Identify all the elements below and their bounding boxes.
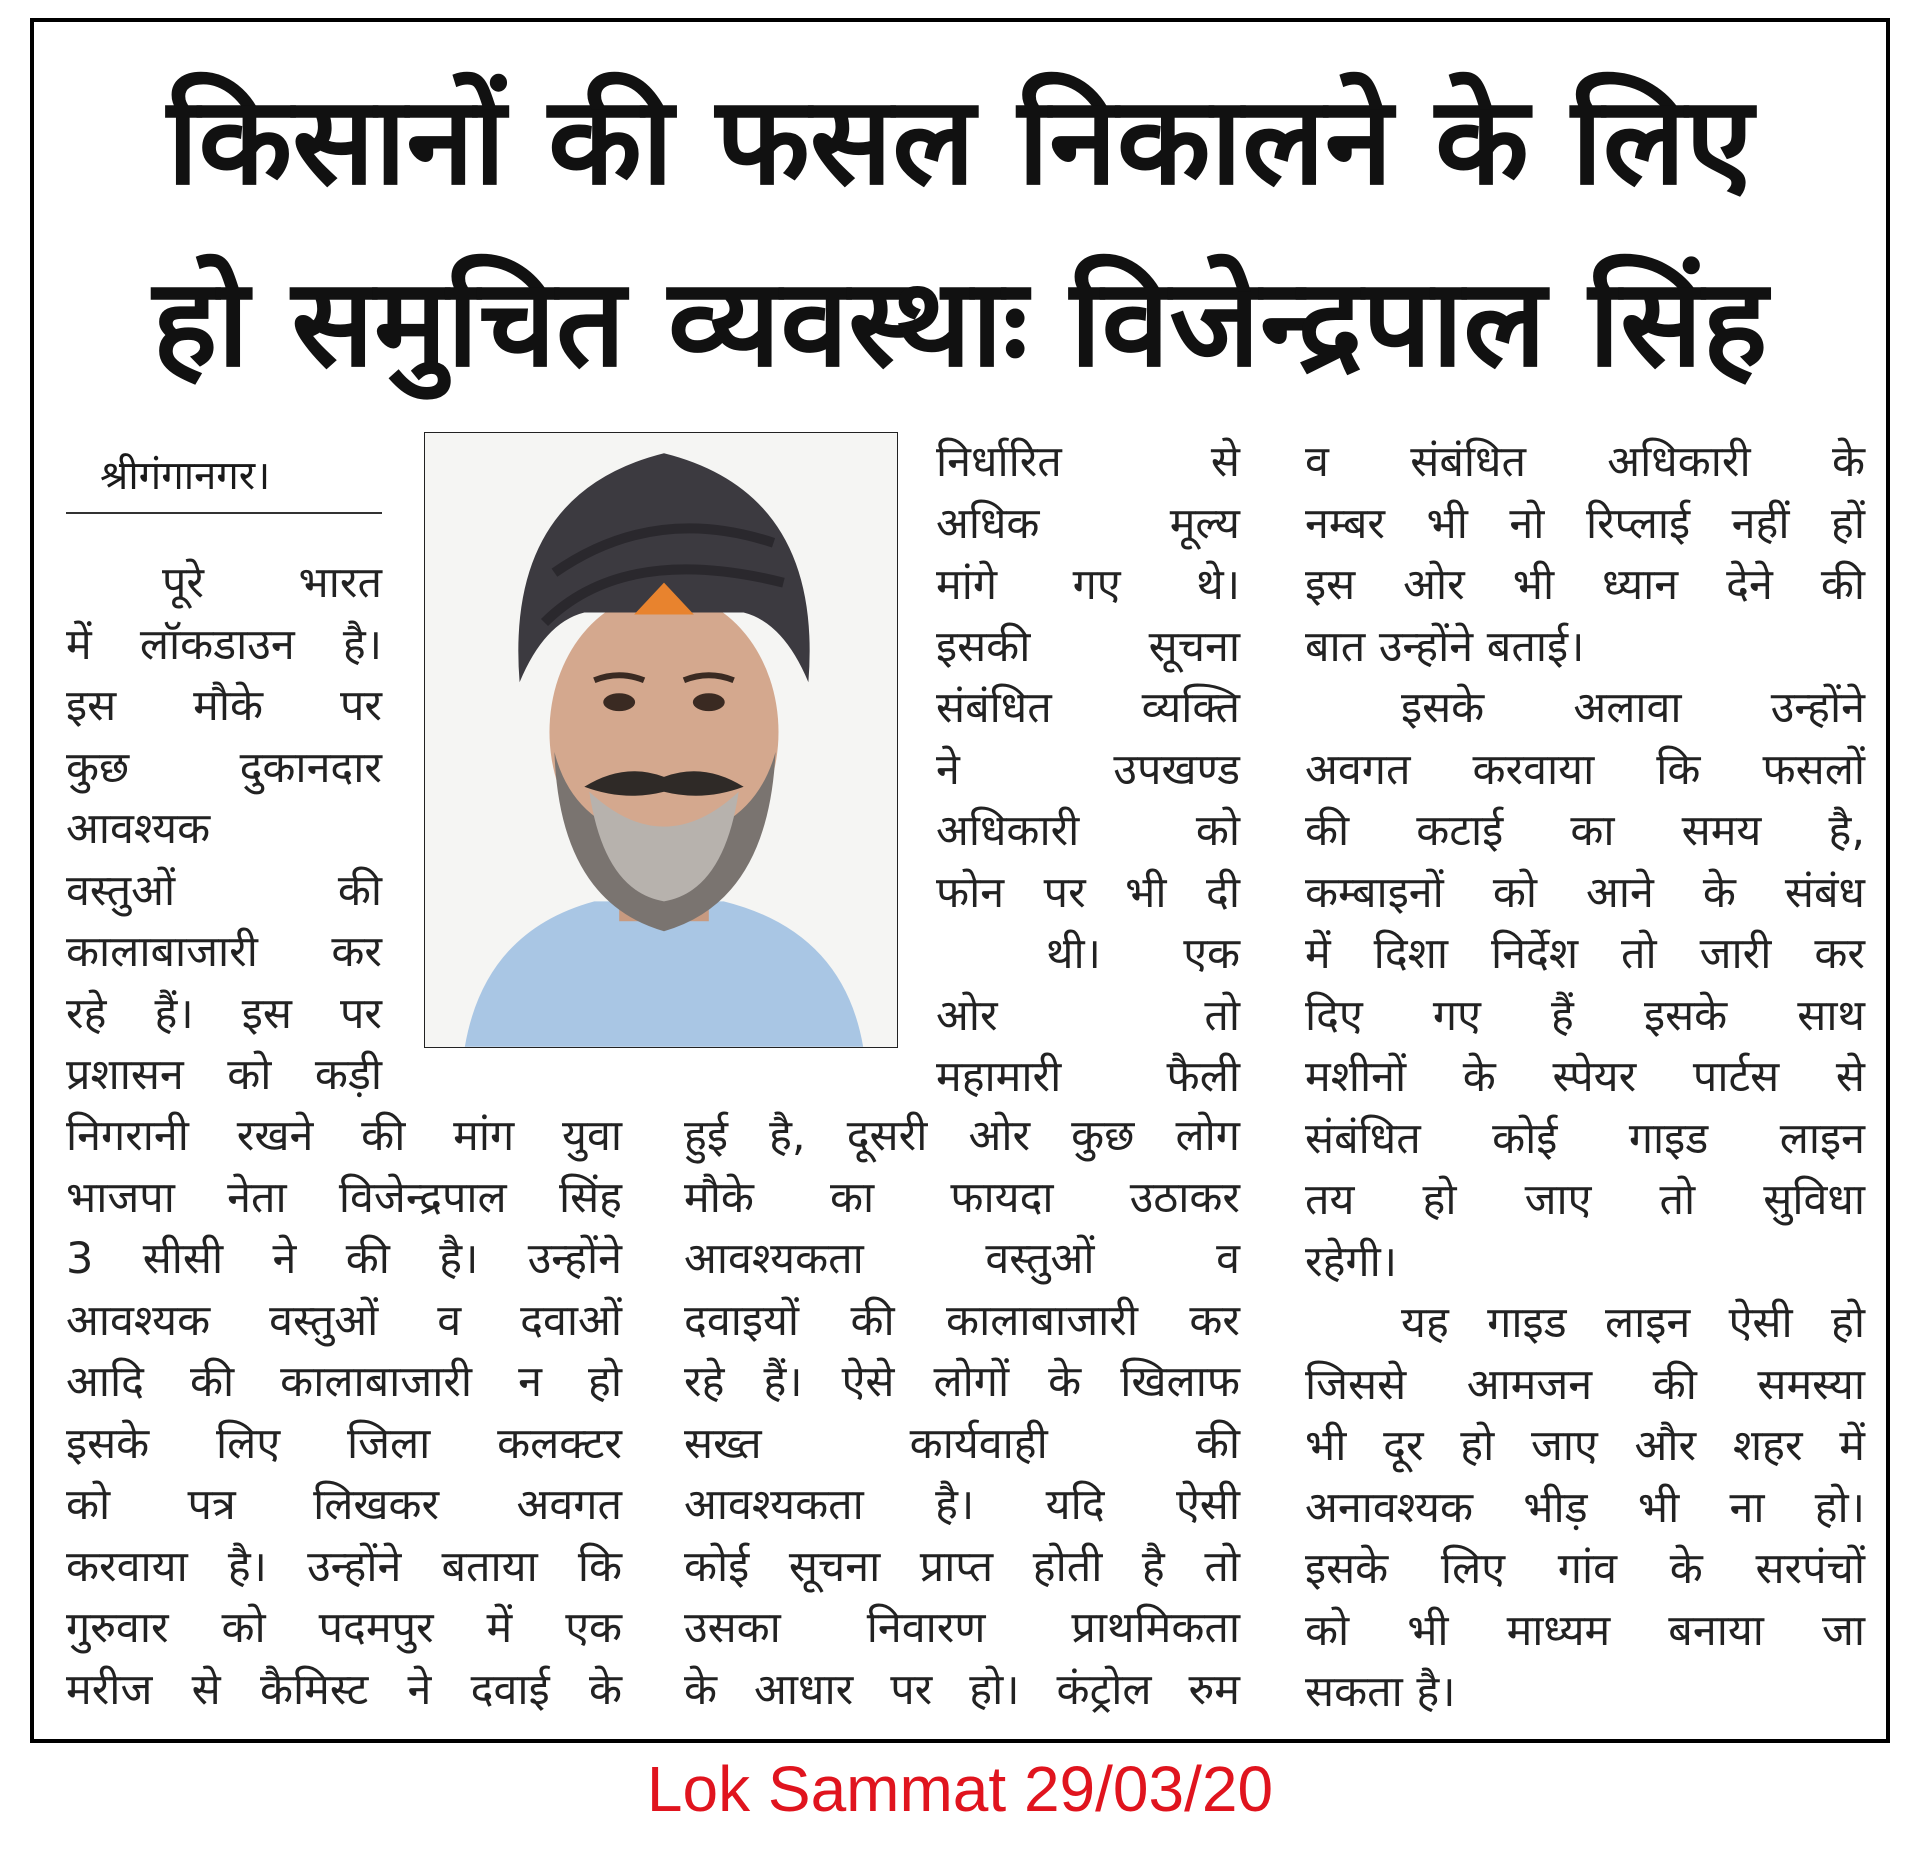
dateline-rule bbox=[66, 512, 382, 514]
text-line: इस ओर भी ध्यान देने की bbox=[1305, 560, 1865, 610]
dateline: श्रीगंगानगर। bbox=[100, 453, 271, 499]
text-line: में लॉकडाउन है। bbox=[66, 619, 382, 670]
text-line: निगरानी रखने की मांग युवा bbox=[66, 1111, 622, 1161]
text-line: थी। एक bbox=[1046, 929, 1240, 979]
text-line: ओर तो bbox=[936, 990, 1240, 1041]
text-line: इसकी सूचना bbox=[936, 621, 1240, 672]
text-line: कुछ दुकानदार bbox=[66, 742, 382, 793]
text-line: मशीनों के स्पेयर पार्टस से bbox=[1305, 1052, 1865, 1102]
text-line: हुई है, दूसरी ओर कुछ लोग bbox=[684, 1111, 1240, 1161]
column-1-top bbox=[66, 553, 382, 1107]
text-line: सख्त कार्यवाही की bbox=[684, 1418, 1240, 1469]
text-line: के आधार पर हो। कंट्रोल रुम bbox=[684, 1664, 1240, 1715]
text-line: व संबंधित अधिकारी के bbox=[1305, 437, 1865, 487]
text-line: मौके का फायदा उठाकर bbox=[684, 1172, 1240, 1223]
text-line: बात उन्होंने बताई। bbox=[1305, 621, 1585, 672]
text-line: अनावश्यक भीड़ भी ना हो। bbox=[1305, 1482, 1865, 1533]
text-line: पूरे भारत bbox=[162, 558, 382, 608]
text-line: रहेगी। bbox=[1305, 1236, 1398, 1287]
text-line: अवगत करवाया कि फसलों bbox=[1305, 744, 1865, 795]
text-line: रहे हैं। ऐसे लोगों के खिलाफ bbox=[684, 1357, 1240, 1407]
text-line: सकता है। bbox=[1305, 1667, 1456, 1717]
text-line: तय हो जाए तो सुविधा bbox=[1305, 1175, 1865, 1225]
text-line: अधिक मूल्य bbox=[936, 498, 1240, 549]
person-photo bbox=[424, 432, 898, 1048]
text-line: कोई सूचना प्राप्त होती है तो bbox=[684, 1541, 1240, 1592]
text-line: संबंधित व्यक्ति bbox=[936, 683, 1240, 733]
text-line: गुरुवार को पदमपुर में एक bbox=[66, 1603, 622, 1653]
text-line: दवाइयों की कालाबाजारी कर bbox=[684, 1295, 1240, 1346]
person-photo-illustration bbox=[425, 433, 897, 1047]
text-line: आवश्यकता है। यदि ऐसी bbox=[684, 1480, 1240, 1530]
text-line: यह गाइड लाइन ऐसी हो bbox=[1401, 1298, 1865, 1348]
text-line: इस मौके पर bbox=[66, 681, 382, 731]
text-line: प्रशासन को कड़ी bbox=[66, 1050, 382, 1100]
text-line: को भी माध्यम बनाया जा bbox=[1305, 1605, 1865, 1656]
column-2-top bbox=[936, 432, 1240, 1109]
text-line: मांगे गए थे। bbox=[936, 560, 1240, 610]
text-line: संबंधित कोई गाइड लाइन bbox=[1305, 1113, 1865, 1164]
text-line: आवश्यक bbox=[66, 804, 211, 854]
text-line: इसके अलावा उन्होंने bbox=[1401, 683, 1865, 733]
column-2-bottom bbox=[684, 1106, 1240, 1721]
headline-line-2: हो समुचित व्यवस्थाः विजेन्द्रपाल सिंह bbox=[152, 252, 1768, 394]
text-line: भाजपा नेता विजेन्द्रपाल सिंह bbox=[66, 1172, 622, 1223]
text-line: उसका निवारण प्राथमिकता bbox=[684, 1603, 1240, 1653]
text-line: कम्बाइनों को आने के संबंध bbox=[1305, 867, 1865, 918]
text-line: करवाया है। उन्होंने बताया कि bbox=[66, 1541, 622, 1592]
text-line: भी दूर हो जाए और शहर में bbox=[1305, 1421, 1865, 1471]
text-line: की कटाई का समय है, bbox=[1305, 806, 1865, 856]
text-line: को पत्र लिखकर अवगत bbox=[66, 1480, 622, 1530]
text-line: नम्बर भी नो रिप्लाई नहीं हों bbox=[1305, 498, 1865, 549]
text-line: रहे हैं। इस पर bbox=[66, 988, 382, 1039]
text-line: अधिकारी को bbox=[936, 806, 1240, 856]
text-line: महामारी फैली bbox=[936, 1052, 1240, 1102]
column-1-bottom bbox=[66, 1106, 622, 1721]
text-line: इसके लिए जिला कलक्टर bbox=[66, 1418, 622, 1469]
source-footer: Lok Sammat 29/03/20 bbox=[646, 1753, 1274, 1825]
column-3 bbox=[1305, 432, 1865, 1724]
text-line: दिए गए हैं इसके साथ bbox=[1305, 990, 1865, 1041]
text-line: इसके लिए गांव के सरपंचों bbox=[1305, 1544, 1865, 1594]
headline-line-1: किसानों की फसल निकालने के लिए bbox=[166, 70, 1754, 212]
text-line: वस्तुओं की bbox=[66, 865, 382, 916]
text-line: मरीज से कैमिस्ट ने दवाई के bbox=[66, 1664, 622, 1715]
text-line: आवश्यकता वस्तुओं व bbox=[684, 1234, 1240, 1284]
text-line: 3 सीसी ने की है। उन्होंने bbox=[66, 1234, 622, 1284]
text-line: कालाबाजारी कर bbox=[66, 927, 382, 977]
text-line: फोन पर भी दी bbox=[936, 867, 1240, 918]
text-line: जिससे आमजन की समस्या bbox=[1305, 1359, 1865, 1410]
text-line: आदि की कालाबाजारी न हो bbox=[66, 1357, 622, 1407]
text-line: में दिशा निर्देश तो जारी कर bbox=[1305, 929, 1865, 979]
text-line: निर्धारित से bbox=[936, 437, 1240, 487]
text-line: आवश्यक वस्तुओं व दवाओं bbox=[66, 1295, 622, 1346]
text-line: ने उपखण्ड bbox=[936, 744, 1240, 795]
